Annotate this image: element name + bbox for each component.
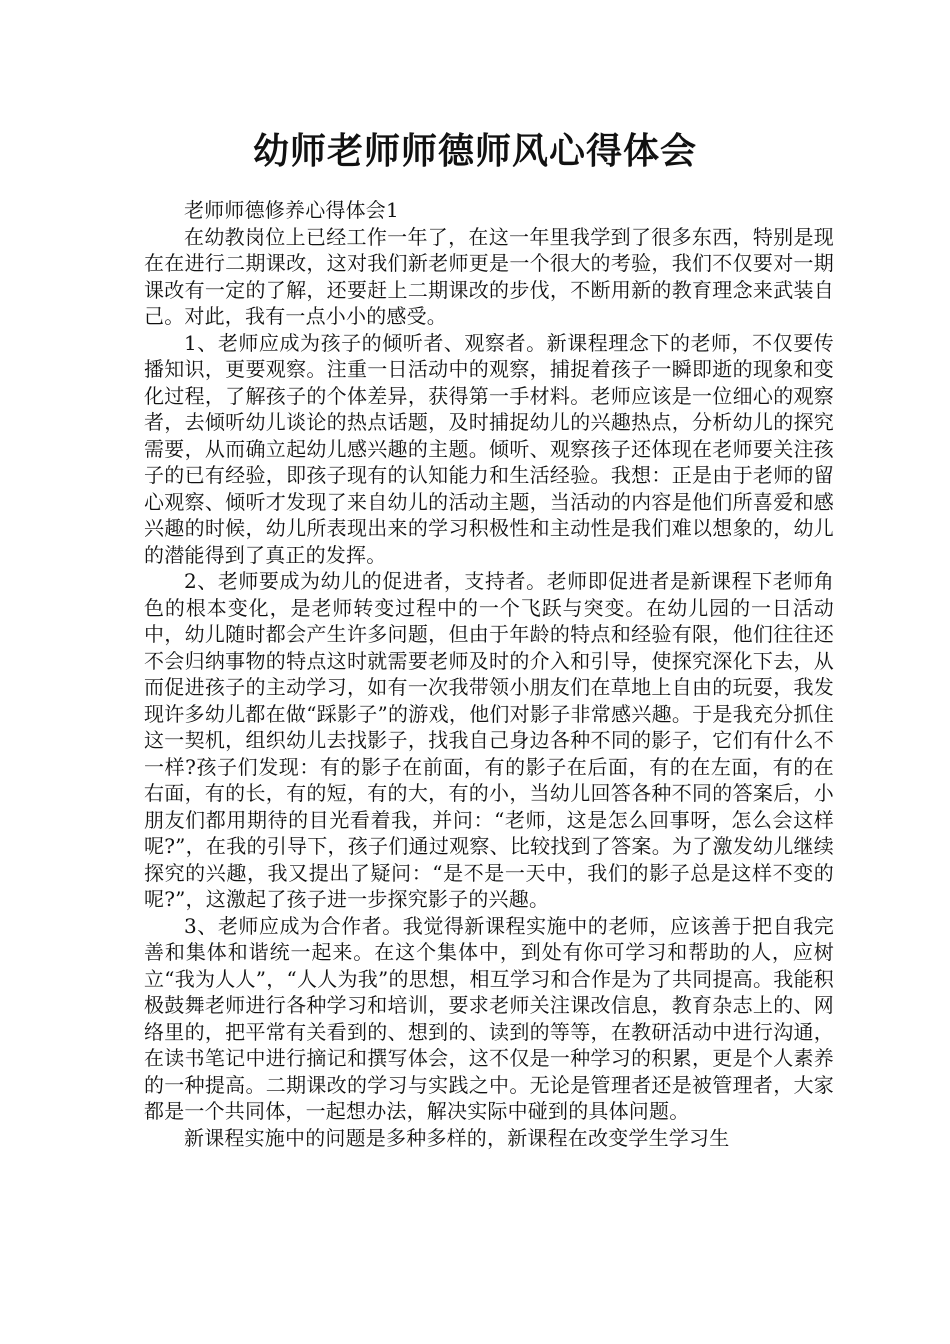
paragraph-point-3: 3、老师应成为合作者。我觉得新课程实施中的老师，应该善于把自我完善和集体和谐统一起来。在这个集体中，到处有你可学习和帮助的人，应树立“我为人人”，“人人为我”的思想，相互学习和合作是为了共同提高。我能积极鼓舞老师进行各种学习和培训，要求老师关注课改信息，教育杂志上的、网络里的，把平常有关看到的、想到的、读到的等等，在教研活动中进行沟通，在读书笔记中进行摘记和撰写体会，这不仅是一种学习的积累，更是个人素养的一种提高。二期课改的学习与实践之中。无论是管理者还是被管理者，大家都是一个共同体，一起想办法，解决实际中碰到的具体问题。 (144, 913, 834, 1123)
paragraph-point-2: 2、老师要成为幼儿的促进者，支持者。老师即促进者是新课程下老师角色的根本变化，是老师转变过程中的一个飞跃与突变。在幼儿园的一日活动中，幼儿随时都会产生许多问题，但由于年龄的特点和经验有限，他们往往还不会归纳事物的特点这时就需要老师及时的介入和引导，使探究深化下去，从而促进孩子的主动学习，如有一次我带领小朋友们在草地上自由的玩耍，我发现许多幼儿都在做“踩影子”的游戏，他们对影子非常感兴趣。于是我充分抓住这一契机，组织幼儿去找影子，找我自己身边各种不同的影子，它们有什么不一样?孩子们发现：有的影子在前面，有的影子在后面，有的在左面，有的在右面，有的长，有的短，有的大，有的小，当幼儿回答各种不同的答案后，小朋友们都用期待的目光看着我，并问：“老师，这是怎么回事呀，怎么会这样呢?”，在我的引导下，孩子们通过观察、比较找到了答案。为了激发幼儿继续探究的兴趣，我又提出了疑问：“是不是一天中，我们的影子总是这样不变的呢?”，这激起了孩子进一步探究影子的兴趣。 (144, 569, 834, 911)
paragraph-intro: 在幼教岗位上已经工作一年了，在这一年里我学到了很多东西，特别是现在在进行二期课改，这对我们新老师更是一个很大的考验，我们不仅要对一期课改有一定的了解，还要赶上二期课改的步伐，不断用新的教育理念来武装自己。对此，我有一点小小的感受。 (144, 224, 834, 328)
page-title: 幼师老师师德师风心得体会 (252, 131, 697, 172)
paragraph-point-1: 1、老师应成为孩子的倾听者、观察者。新课程理念下的老师，不仅要传播知识，更要观察。注重一日活动中的观察，捕捉着孩子一瞬即逝的现象和变化过程，了解孩子的个体差异，获得第一手材料。老师应该是一位细心的观察者，去倾听幼儿谈论的热点话题，及时捕捉幼儿的兴趣热点，分析幼儿的探究需要，从而确立起幼儿感兴趣的主题。倾听、观察孩子还体现在老师要关注孩子的已有经验，即孩子现有的认知能力和生活经验。我想：正是由于老师的留心观察、倾听才发现了来自幼儿的活动主题，当活动的内容是他们所喜爱和感兴趣的时候，幼儿所表现出来的学习积极性和主动性是我们难以想象的，幼儿的潜能得到了真正的发挥。 (144, 330, 834, 567)
document-body (144, 197, 834, 1151)
section-heading: 老师师德修养心得体会1 (184, 198, 399, 222)
paragraph-continuation: 新课程实施中的问题是多种多样的，新课程在改变学生学习生 (184, 1125, 730, 1150)
